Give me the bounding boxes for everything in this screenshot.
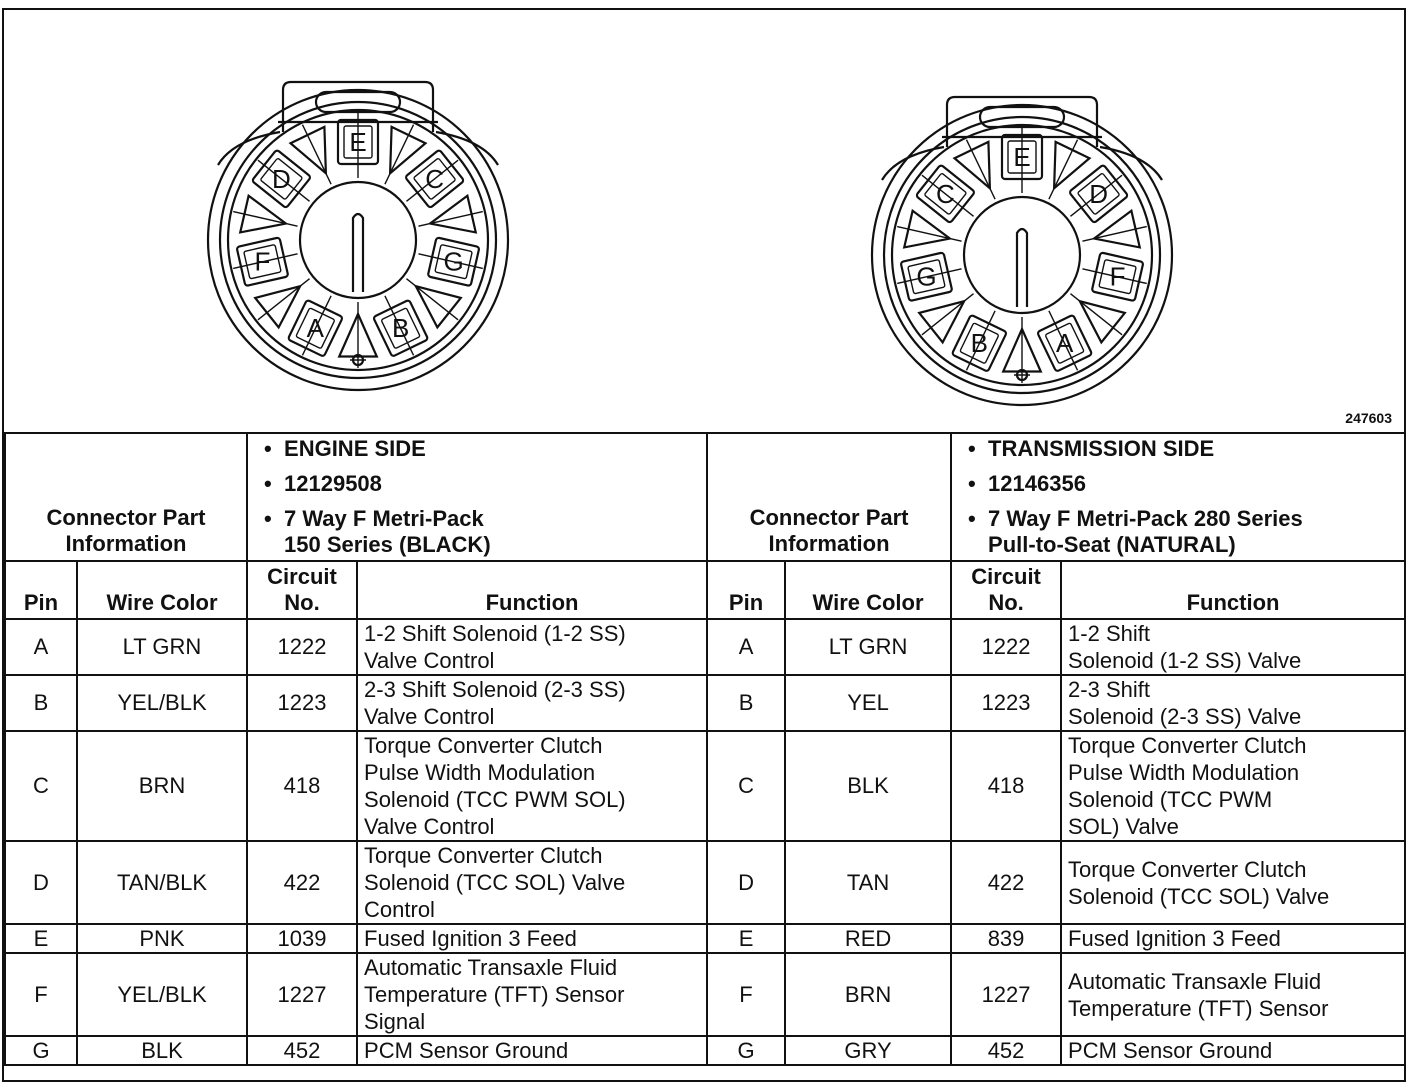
engine-key-slot: [353, 214, 363, 292]
engine-pin: G: [5, 1036, 77, 1065]
connector-figure: [4, 10, 1404, 434]
column-header-row: [5, 561, 1405, 619]
engine-part-number: • 12129508: [254, 471, 700, 497]
engine-function: [357, 841, 707, 924]
transmission-pin: A: [707, 619, 785, 675]
function-line: Torque Converter Clutch: [1068, 856, 1307, 882]
figure-id: 247603: [1345, 410, 1392, 426]
col-circuit: Circuit No.: [247, 561, 357, 619]
function-line: Solenoid (TCC SOL) Valve: [1068, 883, 1330, 909]
function-line: Valve Control: [364, 814, 495, 839]
transmission-side-title: • TRANSMISSION SIDE: [958, 436, 1398, 462]
function-line: Fused Ignition 3 Feed: [364, 926, 577, 951]
function-line: Solenoid (TCC PWM SOL): [364, 787, 626, 812]
function-line: Pulse Width Modulation: [1068, 760, 1300, 785]
transmission-divider-triangle: [955, 142, 990, 188]
engine-wire-color: BLK: [77, 1036, 247, 1065]
transmission-pin-label: A: [1055, 328, 1074, 359]
transmission-wire-color: YEL: [785, 675, 951, 731]
engine-circuit: 1223: [247, 675, 357, 731]
function-line: Torque Converter Clutch: [1068, 733, 1307, 758]
function-line: PCM Sensor Ground: [1068, 1038, 1273, 1063]
engine-circuit: 422: [247, 841, 357, 924]
transmission-pin: E: [707, 924, 785, 953]
transmission-center-hub: [964, 197, 1080, 313]
function-line: Temperature (TFT) Sensor: [364, 982, 625, 1007]
engine-wire-color: BRN: [77, 731, 247, 841]
col-function: Function: [1061, 561, 1405, 619]
col-wire-color: Wire Color: [77, 561, 247, 619]
engine-pin: F: [5, 953, 77, 1036]
transmission-pin-label: C: [936, 178, 955, 209]
function-line: Valve Control: [364, 704, 495, 729]
table-row: [5, 1036, 1405, 1065]
table-row: [5, 675, 1405, 731]
table-row: [5, 731, 1405, 841]
engine-function: [357, 1036, 707, 1065]
transmission-circuit: 452: [951, 1036, 1061, 1065]
transmission-pin: B: [707, 675, 785, 731]
transmission-pin: D: [707, 841, 785, 924]
transmission-circuit: 839: [951, 924, 1061, 953]
connector-sheet: [2, 8, 1406, 1082]
transmission-function: [1061, 953, 1405, 1036]
function-line: Solenoid (2-3 SS) Valve: [1068, 704, 1302, 729]
engine-circuit: 1222: [247, 619, 357, 675]
function-line: Automatic Transaxle Fluid: [364, 955, 618, 980]
transmission-circuit: 1227: [951, 953, 1061, 1036]
engine-circuit: 418: [247, 731, 357, 841]
function-line: 1-2 Shift: [1068, 621, 1150, 646]
engine-function: [357, 953, 707, 1036]
transmission-function: [1061, 1036, 1405, 1065]
col-pin: Pin: [5, 561, 77, 619]
pinout-table: [4, 432, 1406, 1066]
function-line: Solenoid (1-2 SS) Valve: [1068, 648, 1302, 673]
transmission-pin-label: B: [970, 328, 989, 359]
engine-wire-color: LT GRN: [77, 619, 247, 675]
transmission-pin-label: D: [1089, 178, 1108, 209]
table-row: [5, 841, 1405, 924]
engine-pin: C: [5, 731, 77, 841]
function-line: Fused Ignition 3 Feed: [1068, 926, 1281, 951]
function-line: Temperature (TFT) Sensor: [1068, 995, 1329, 1021]
function-line: 2-3 Shift: [1068, 677, 1150, 702]
engine-wire-color: YEL/BLK: [77, 675, 247, 731]
connector-drawings: [4, 10, 1404, 432]
function-line: Signal: [364, 1009, 426, 1034]
transmission-divider-triangle: [1054, 142, 1089, 188]
transmission-wire-color: GRY: [785, 1036, 951, 1065]
col-wire-color: Wire Color: [785, 561, 951, 619]
engine-pin: B: [5, 675, 77, 731]
transmission-circuit: 418: [951, 731, 1061, 841]
engine-pin-label: A: [306, 313, 325, 344]
function-line: PCM Sensor Ground: [364, 1038, 569, 1063]
function-line: Automatic Transaxle Fluid: [1068, 968, 1322, 994]
transmission-key-slot: [1017, 229, 1027, 307]
engine-side-title: • ENGINE SIDE: [254, 436, 700, 462]
function-line: Solenoid (TCC SOL) Valve: [364, 870, 626, 895]
engine-pin: A: [5, 619, 77, 675]
transmission-pin-label: G: [916, 261, 937, 292]
function-line: Pulse Width Modulation: [364, 760, 596, 785]
transmission-pin-label: E: [1013, 142, 1031, 172]
engine-pin-label: C: [425, 163, 444, 194]
function-line: 1-2 Shift Solenoid (1-2 SS): [364, 621, 626, 646]
function-line: Torque Converter Clutch: [364, 843, 603, 868]
engine-pin: D: [5, 841, 77, 924]
table-row: [5, 619, 1405, 675]
transmission-wire-color: LT GRN: [785, 619, 951, 675]
transmission-wire-color: BLK: [785, 731, 951, 841]
transmission-circuit: 422: [951, 841, 1061, 924]
transmission-pin: G: [707, 1036, 785, 1065]
engine-circuit: 1227: [247, 953, 357, 1036]
engine-function: [357, 731, 707, 841]
transmission-part-number: • 12146356: [958, 471, 1398, 497]
transmission-connector-label: Connector Part Information: [707, 433, 951, 561]
function-line: Control: [364, 897, 435, 922]
transmission-function: [1061, 675, 1405, 731]
engine-wire-color: YEL/BLK: [77, 953, 247, 1036]
engine-divider-triangle: [390, 127, 425, 173]
engine-connector-info: [247, 433, 707, 561]
col-circuit: Circuit No.: [951, 561, 1061, 619]
transmission-connector-type: • 7 Way F Metri-Pack 280 Series Pull-to-Seat (NATURAL): [958, 506, 1398, 558]
transmission-function: [1061, 619, 1405, 675]
function-line: 2-3 Shift Solenoid (2-3 SS): [364, 677, 626, 702]
table-row: [5, 953, 1405, 1036]
engine-circuit: 452: [247, 1036, 357, 1065]
table-row: [5, 924, 1405, 953]
engine-circuit: 1039: [247, 924, 357, 953]
engine-wire-color: TAN/BLK: [77, 841, 247, 924]
engine-connector-type: • 7 Way F Metri-Pack 150 Series (BLACK): [254, 506, 700, 558]
engine-pin-label: G: [443, 246, 464, 277]
function-line: SOL) Valve: [1068, 814, 1179, 839]
transmission-circuit: 1222: [951, 619, 1061, 675]
col-pin: Pin: [707, 561, 785, 619]
transmission-wire-color: TAN: [785, 841, 951, 924]
transmission-circuit: 1223: [951, 675, 1061, 731]
function-line: Torque Converter Clutch: [364, 733, 603, 758]
engine-pin: E: [5, 924, 77, 953]
function-line: Solenoid (TCC PWM: [1068, 787, 1273, 812]
engine-divider-triangle: [291, 127, 326, 173]
engine-wire-color: PNK: [77, 924, 247, 953]
transmission-function: [1061, 924, 1405, 953]
engine-function: [357, 675, 707, 731]
function-line: Valve Control: [364, 648, 495, 673]
engine-pin-label: F: [254, 246, 271, 277]
engine-function: [357, 619, 707, 675]
engine-pin-label: B: [391, 313, 410, 344]
transmission-function: [1061, 841, 1405, 924]
transmission-wire-color: RED: [785, 924, 951, 953]
transmission-connector-info: [951, 433, 1405, 561]
engine-function: [357, 924, 707, 953]
transmission-wire-color: BRN: [785, 953, 951, 1036]
engine-pin-label: D: [272, 163, 291, 194]
engine-connector-label: Connector Part Information: [5, 433, 247, 561]
transmission-pin-label: F: [1109, 261, 1126, 292]
engine-center-hub: [300, 182, 416, 298]
col-function: Function: [357, 561, 707, 619]
transmission-function: [1061, 731, 1405, 841]
transmission-pin: F: [707, 953, 785, 1036]
transmission-pin: C: [707, 731, 785, 841]
engine-pin-label: E: [349, 127, 367, 157]
